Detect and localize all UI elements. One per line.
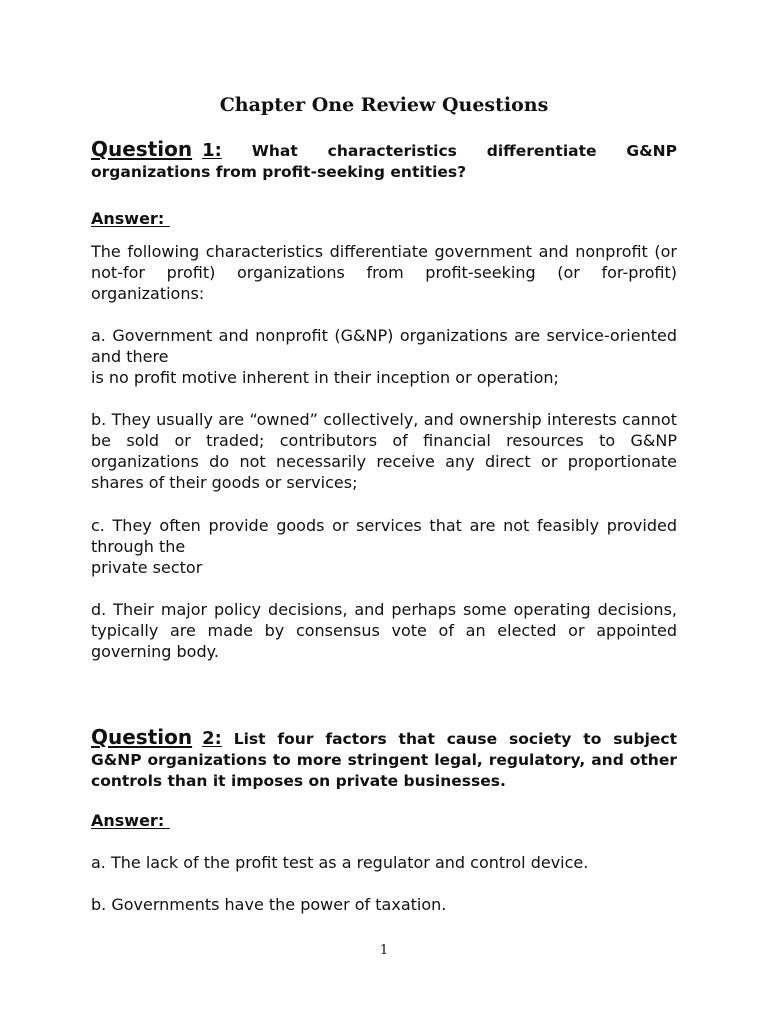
question-2-text: List four factors that cause society to subject G&NP organizations to more stringent legal, regulatory, and other controls than it imposes on private businesses.	[91, 730, 677, 790]
answer-1-item-a	[91, 325, 677, 388]
answer-2-item-b: b. Governments have the power of taxation.	[91, 895, 447, 914]
answer-1-item-c-line-1: c. They often provide goods or services that are not feasibly provided through the	[91, 516, 677, 556]
answer-2-label-row	[91, 810, 677, 831]
question-1-word: Question	[91, 137, 193, 161]
answer-2-item-a: a. The lack of the profit test as a regulator and control device.	[91, 853, 589, 872]
answer-2-label: Answer:	[91, 811, 170, 830]
answer-1-item-a-line-2: is no profit motive inherent in their inception or operation;	[91, 368, 559, 387]
answer-1-item-d: d. Their major policy decisions, and perhaps some operating decisions, typically are made by consensus vote of an elected or appointed governing body.	[91, 600, 677, 661]
answer-1-label: Answer:	[91, 209, 170, 228]
question-1	[91, 139, 677, 183]
answer-1-item-c	[91, 515, 677, 578]
answer-1-item-b: b. They usually are “owned” collectively, and ownership interests cannot be sold or traded; contributors of financial resources to G&NP organizations do not necessarily receive any direct or proportionate shares of their goods or services;	[91, 410, 677, 492]
answer-1-label-row	[91, 208, 677, 229]
answer-1-item-a-line-1: a. Government and nonprofit (G&NP) organizations are service-oriented and there	[91, 326, 677, 366]
page-title: Chapter One Review Questions	[219, 94, 549, 116]
question-2-word: Question	[91, 725, 193, 749]
question-2-number: 2:	[202, 728, 222, 749]
question-2	[91, 727, 677, 792]
answer-1-intro: The following characteristics differentiate government and nonprofit (or not-for profit) organizations from profit-seeking (or for-profit) organizations:	[91, 242, 677, 303]
question-1-number: 1:	[202, 140, 222, 161]
answer-1-item-c-line-2: private sector	[91, 558, 203, 577]
question-1-text: What characteristics differentiate G&NP organizations from profit-seeking entities?	[91, 142, 677, 181]
page-number: 1	[379, 943, 389, 958]
